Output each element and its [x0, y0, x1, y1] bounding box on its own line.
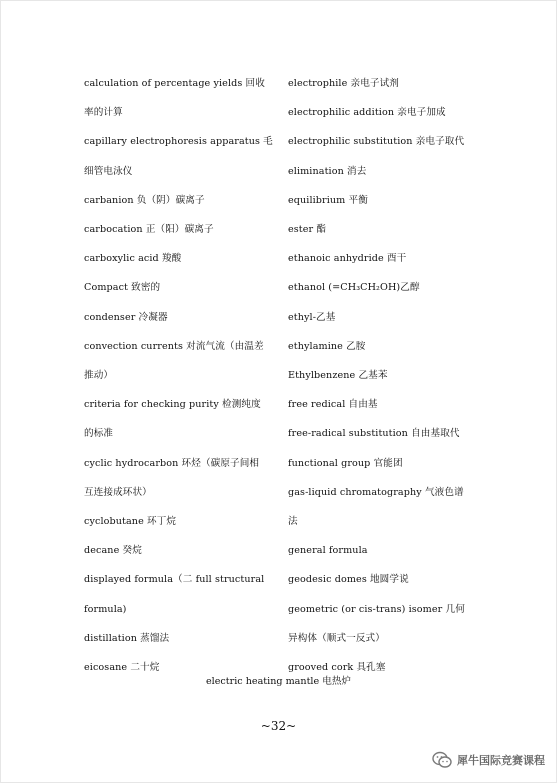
glossary-line: gas-liquid chromatography 气液色谱 [288, 486, 464, 498]
wechat-icon [432, 751, 452, 769]
glossary-line: ethanol (=CH₃CH₂OH)乙醇 [288, 282, 420, 294]
glossary-line: 异构体（顺式一反式） [288, 632, 385, 644]
glossary-line: equilibrium 平衡 [288, 194, 368, 206]
glossary-line: electrophile 亲电子试剂 [288, 78, 399, 89]
glossary-line: free-radical substitution 自由基取代 [288, 428, 460, 440]
glossary-line: cyclobutane 环丁烷 [84, 516, 177, 527]
glossary-line: condenser 冷凝器 [84, 311, 168, 323]
glossary-line: decane 癸烷 [84, 545, 142, 557]
glossary-line: distillation 蒸馏法 [84, 632, 170, 644]
glossary-line: Ethylbenzene 乙基苯 [288, 370, 388, 381]
glossary-line: geodesic domes 地圆学说 [288, 574, 409, 586]
glossary-line: carbocation 正（阳）碳离子 [84, 224, 214, 235]
glossary-line: geometric (or cis-trans) isomer 几何 [288, 603, 465, 615]
glossary-line: 率的计算 [84, 107, 123, 119]
glossary-line: 的标准 [84, 428, 114, 440]
glossary-bottom-entry: electric heating mantle 电热炉 [205, 676, 352, 687]
glossary-line: electrophilic substitution 亲电子取代 [288, 136, 465, 148]
glossary-line: criteria for checking purity 检测纯度 [84, 399, 261, 411]
glossary-line: carbanion 负（阴）碳离子 [84, 194, 205, 206]
glossary-line: functional group 官能团 [288, 457, 403, 469]
glossary-line: ethylamine 乙胺 [288, 340, 366, 352]
glossary-line: convection currents 对流气流（由温差 [84, 340, 264, 352]
glossary-line: carboxylic acid 羧酸 [84, 253, 182, 265]
glossary-line: grooved cork 具孔塞 [288, 662, 386, 673]
glossary-line: Compact 致密的 [84, 282, 161, 294]
watermark [432, 749, 554, 771]
glossary-line: calculation of percentage yields 回收 [84, 78, 265, 89]
glossary-line: formula) [84, 603, 127, 615]
glossary-line: general formula [288, 545, 368, 557]
glossary-line: ethyl-乙基 [288, 311, 336, 323]
glossary-line: free redical 自由基 [288, 399, 378, 411]
page-number: ~32~ [260, 719, 297, 733]
glossary-line: ester 酯 [288, 224, 327, 235]
glossary-line: 细管电泳仪 [84, 165, 133, 177]
glossary-line: 法 [288, 516, 298, 527]
glossary-line: cyclic hydrocarbon 环烃（碳原子间相 [84, 457, 260, 469]
glossary-line: 推动） [84, 370, 114, 381]
glossary-line: capillary electrophoresis apparatus 毛 [84, 136, 273, 148]
glossary-line: 互连接成环状） [84, 486, 152, 498]
watermark-text: 犀牛国际竞赛课程 [457, 754, 545, 767]
glossary-line: displayed formula（二 full structural [84, 574, 265, 586]
glossary-line: elimination 消去 [288, 165, 367, 177]
glossary-line: ethanoic anhydride 酉干 [288, 253, 407, 265]
glossary-line: eicosane 二十烷 [84, 662, 160, 673]
glossary-line: electrophilic addition 亲电子加成 [288, 107, 446, 119]
